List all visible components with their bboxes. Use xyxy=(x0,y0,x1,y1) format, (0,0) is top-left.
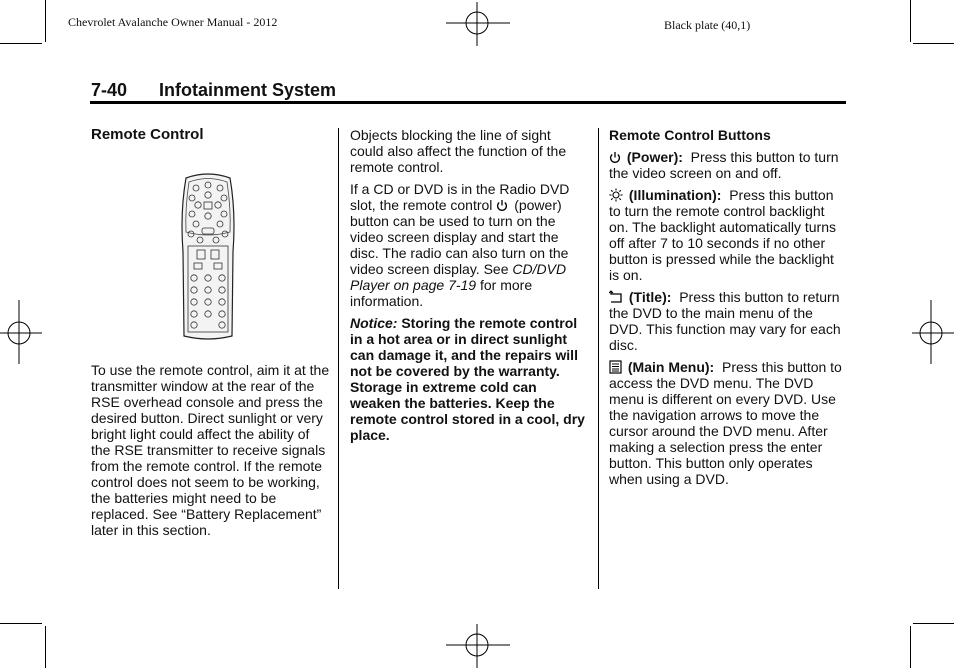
section-number: 7-40 xyxy=(91,80,128,100)
power-icon xyxy=(609,151,621,164)
registration-mark-icon xyxy=(0,300,42,364)
power-label: (Power): xyxy=(626,149,683,165)
crop-mark xyxy=(910,0,911,42)
illumination-description: Press this button to turn the remote control backlight on. The backlight automatically turns off after 7 to 10 seconds if no other button is pressed while the backlight is on. xyxy=(609,187,836,283)
main-menu-description: Press this button to access the DVD menu. The DVD menu is different on every DVD. Use the navigation arrows to move the cursor around the DVD menu. After making a selection press the enter button. This button only operates when using a DVD. xyxy=(609,359,842,487)
title-description: Press this button to return the DVD to the main menu of the DVD. This function may vary for each disc. xyxy=(609,289,841,353)
illumination-icon xyxy=(609,188,623,202)
remote-control-illustration xyxy=(178,172,238,342)
remote-control-paragraph: To use the remote control, aim it at the transmitter window at the rear of the RSE overhead console and press the desired button. Direct sunlight or very bright light could affect the ability of the RSE transmitter to receive signals from the remote control. If the remote control does not seem to be working, the batteries might need to be replaced. See “Battery Replacement” later in this section. xyxy=(91,362,330,538)
crop-mark xyxy=(45,0,46,42)
crop-mark xyxy=(0,623,42,624)
line-of-sight-paragraph: Objects blocking the line of sight could also affect the function of the remote control. xyxy=(350,127,567,175)
crop-mark xyxy=(45,626,46,668)
crop-mark xyxy=(0,43,42,44)
power-paragraph-b: (power) button can be used to turn on the video screen display and start the disc. The radio can also turn on the video screen display. See xyxy=(350,197,569,277)
power-paragraph xyxy=(350,181,585,309)
power-paragraph-a: If a CD or DVD is in the Radio DVD slot, the remote control xyxy=(350,181,570,213)
column-divider xyxy=(598,128,599,589)
plate-label: Black plate (40,1) xyxy=(664,18,751,32)
section-title: Infotainment System xyxy=(159,80,337,100)
title-label: (Title): xyxy=(628,289,672,305)
crop-mark xyxy=(913,623,954,624)
section-rule xyxy=(90,101,846,104)
column-divider xyxy=(338,128,339,589)
power-paragraph-c: for more information. xyxy=(350,277,533,309)
cd-dvd-player-link[interactable]: CD/DVD Player on page 7-19 xyxy=(350,261,567,293)
title-icon xyxy=(609,290,623,304)
crop-mark xyxy=(910,626,911,668)
column-1-text xyxy=(91,362,331,544)
notice-text: Storing the remote control in a hot area or in direct sunlight can damage it, and the repairs will not be covered by the warranty. Storage in extreme cold can weaken the batteries. Keep the remote control stored in a cool, dry place. xyxy=(350,315,585,443)
manual-title: Chevrolet Avalanche Owner Manual - 2012 xyxy=(68,15,278,29)
column-2 xyxy=(350,127,585,449)
registration-mark-icon xyxy=(446,2,510,46)
column-1 xyxy=(91,127,331,143)
illumination-label: (Illumination): xyxy=(628,187,722,203)
main-menu-icon xyxy=(609,360,622,374)
main-menu-item xyxy=(609,359,845,487)
registration-mark-icon xyxy=(912,300,954,364)
notice-label: Notice: xyxy=(350,315,398,331)
column-3 xyxy=(609,127,845,493)
crop-mark xyxy=(913,43,954,44)
registration-mark-icon xyxy=(446,624,510,668)
power-item xyxy=(609,149,845,181)
notice-paragraph xyxy=(350,315,585,443)
power-icon xyxy=(496,199,508,212)
illumination-item xyxy=(609,187,845,283)
main-menu-label: (Main Menu): xyxy=(627,359,715,375)
power-description: Press this button to turn the video screen on and off. xyxy=(609,149,839,181)
remote-control-heading: Remote Control xyxy=(91,126,204,143)
title-item xyxy=(609,289,845,353)
remote-buttons-heading: Remote Control Buttons xyxy=(609,127,771,143)
section-heading xyxy=(91,80,336,101)
